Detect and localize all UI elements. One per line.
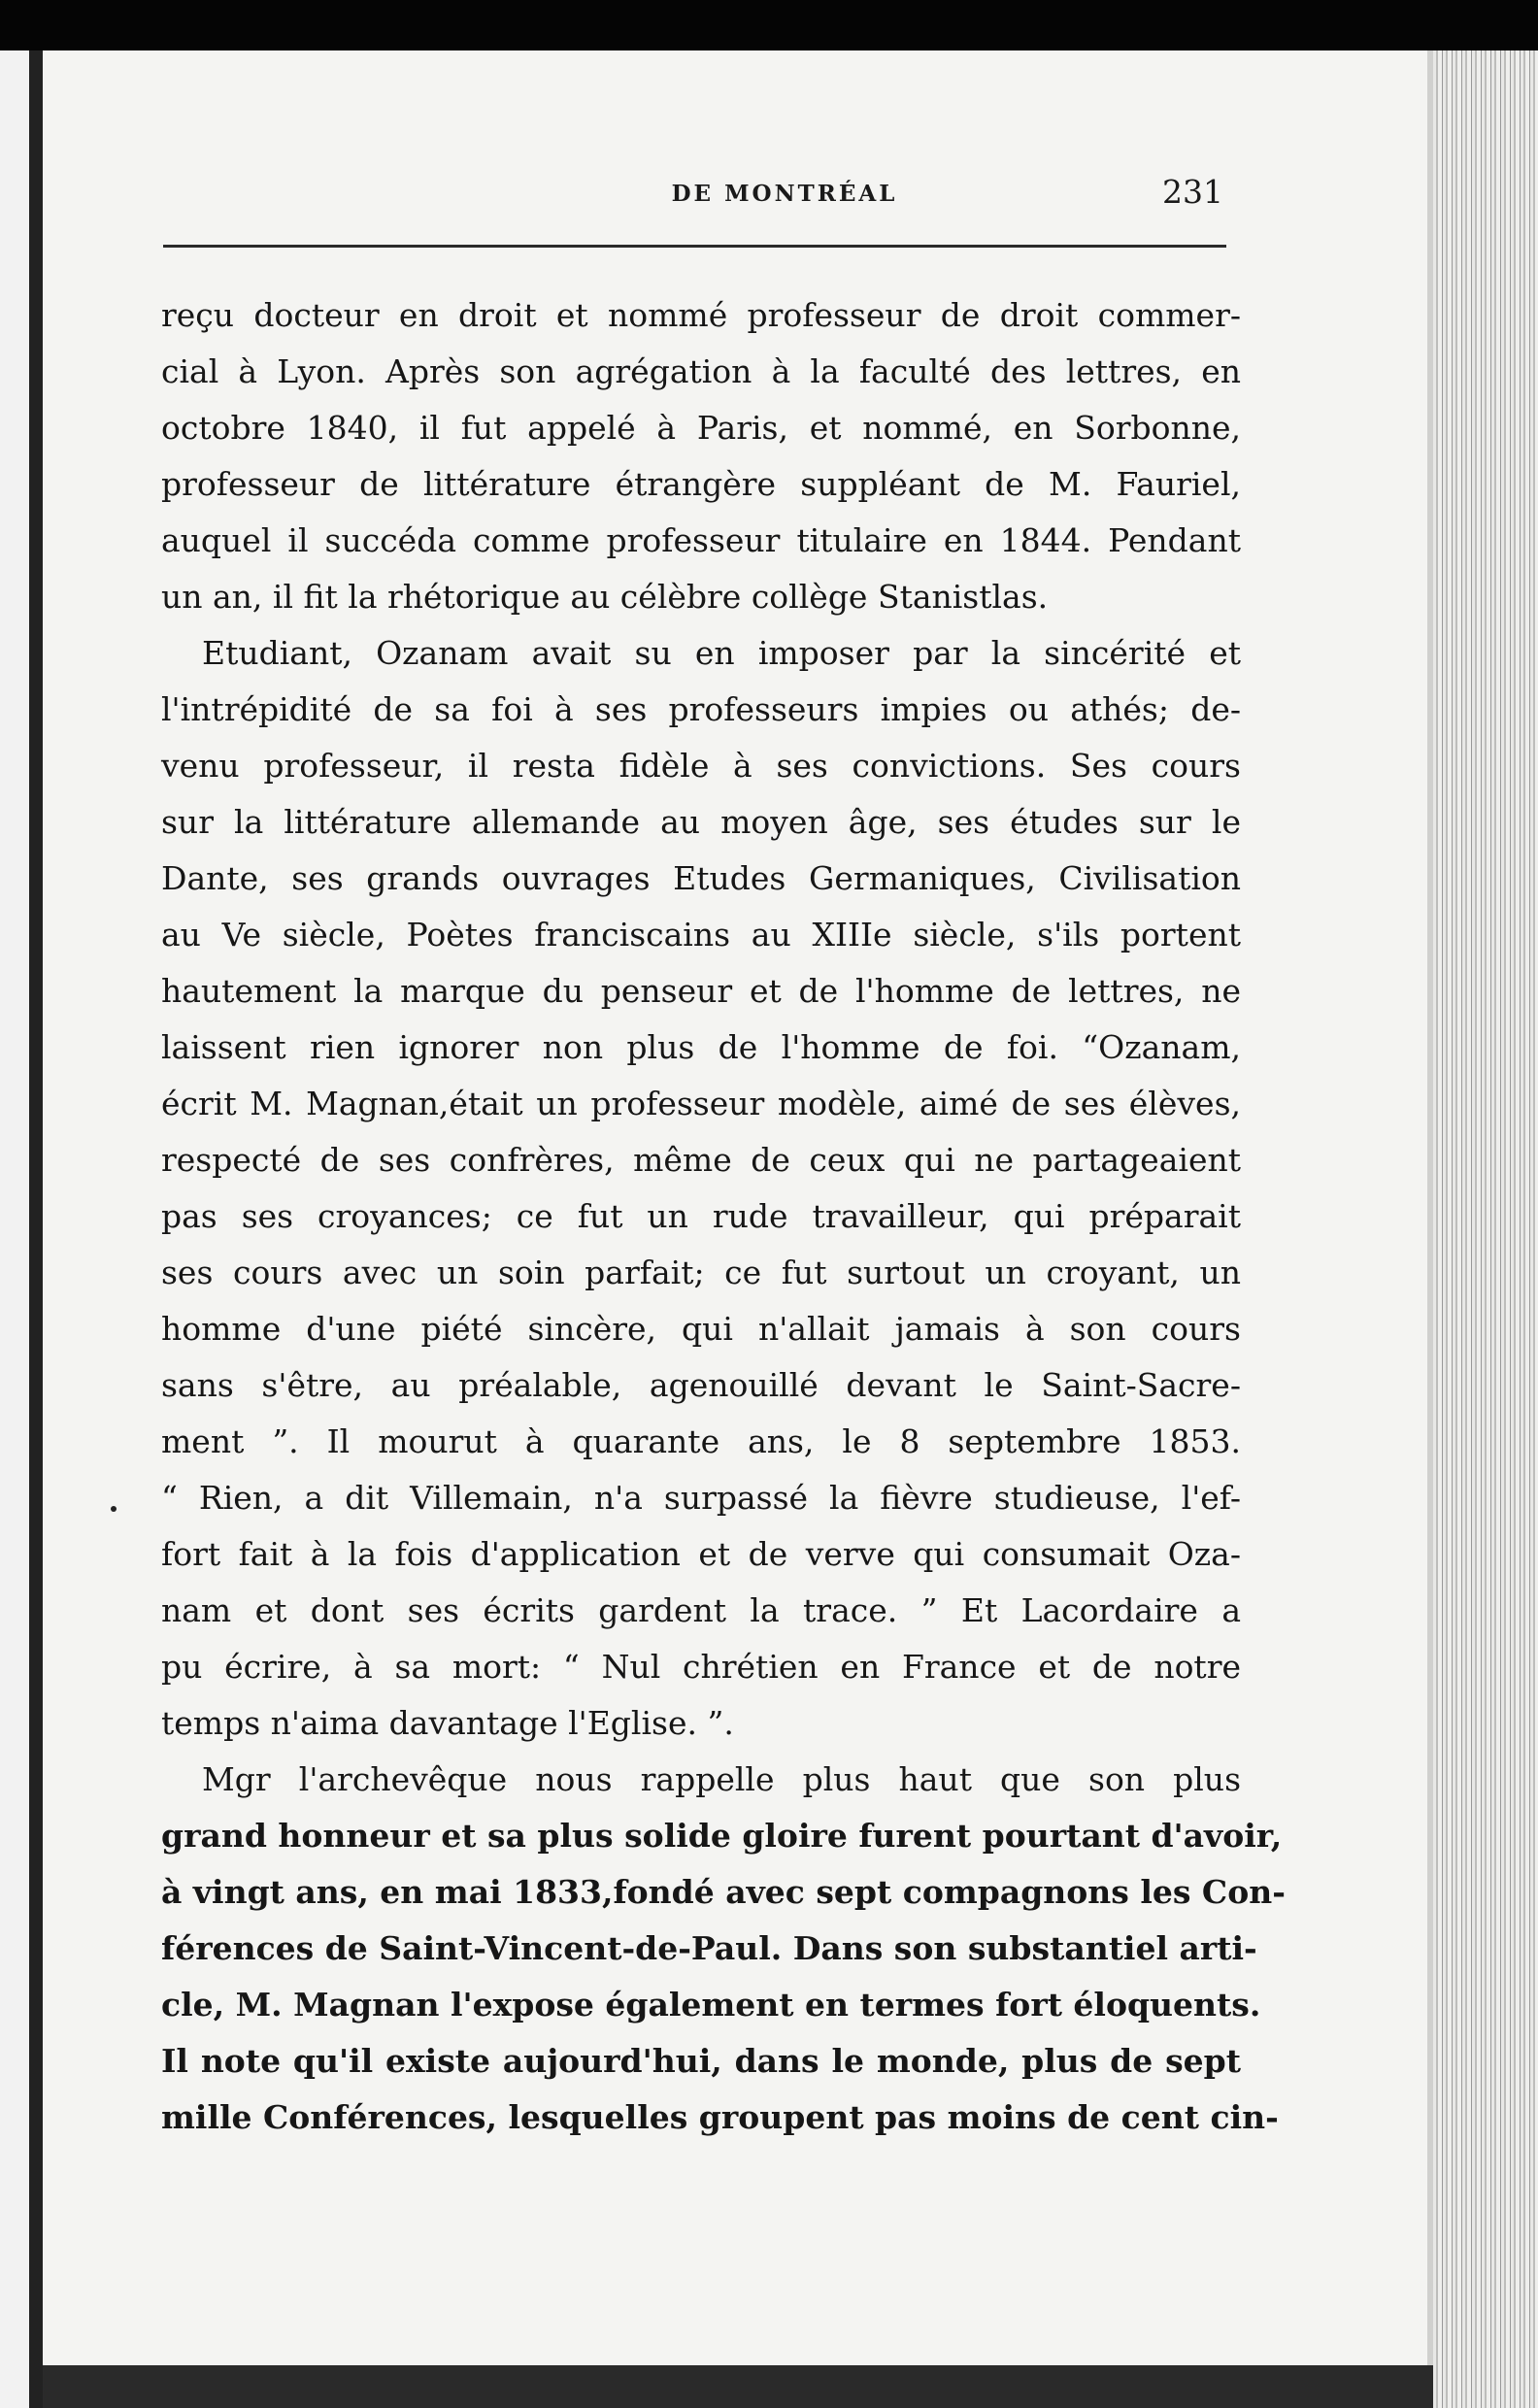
- text-line: Il note qu'il existe aujourd'hui, dans le monde, plus de sept: [161, 2042, 1241, 2080]
- text-line: un an, il fit la rhétorique au célèbre collège Stanistlas.: [161, 578, 1049, 616]
- text-line: sans s'être, au préalable, agenouillé devant le Saint-Sacre-: [161, 1366, 1241, 1404]
- text-line: férences de Saint-Vincent-de-Paul. Dans son substantiel arti-: [161, 1929, 1257, 1967]
- text-line: cle, M. Magnan l'expose également en termes fort éloquents.: [161, 1986, 1261, 2023]
- text-line: grand honneur et sa plus solide gloire furent pourtant d'avoir,: [161, 1817, 1283, 1855]
- text-line: respecté de ses confrères, même de ceux qui ne partageaient: [161, 1141, 1241, 1179]
- text-line: à vingt ans, en mai 1833,fondé avec sept compagnons les Con-: [161, 1873, 1286, 1911]
- text-line: “ Rien, a dit Villemain, n'a surpassé la fièvre studieuse, l'ef-: [161, 1479, 1241, 1517]
- text-line: ment ”. Il mourut à quarante ans, le 8 septembre 1853.: [161, 1422, 1241, 1460]
- text-line: sur la littérature allemande au moyen âge, ses études sur le: [161, 803, 1241, 841]
- text-line: ses cours avec un soin parfait; ce fut surtout un croyant, un: [161, 1254, 1241, 1291]
- text-line: l'intrépidité de sa foi à ses professeurs impies ou athés; de-: [161, 690, 1241, 728]
- text-line: auquel il succéda comme professeur titulaire en 1844. Pendant: [161, 521, 1241, 559]
- text-line: temps n'aima davantage l'Eglise. ”.: [161, 1704, 734, 1742]
- text-line: hautement la marque du penseur et de l'homme de lettres, ne: [161, 972, 1241, 1010]
- scan-border-bottom: [43, 2365, 1433, 2408]
- running-title: DE MONTRÉAL: [671, 181, 898, 207]
- facing-page-edge: [0, 50, 43, 2408]
- text-line: Etudiant, Ozanam avait su en imposer par la sincérité et: [202, 634, 1241, 672]
- text-line: Dante, ses grands ouvrages Etudes Germaniques, Civilisation: [161, 859, 1241, 897]
- text-line: homme d'une piété sincère, qui n'allait jamais à son cours: [161, 1310, 1241, 1348]
- text-line: au Ve siècle, Poètes franciscains au XIIIe siècle, s'ils portent: [161, 916, 1241, 953]
- text-line: mille Conférences, lesquelles groupent pas moins de cent cin-: [161, 2098, 1279, 2136]
- page-number: 231: [1162, 173, 1223, 211]
- running-header: [163, 173, 1223, 219]
- text-line: cial à Lyon. Après son agrégation à la faculté des lettres, en: [161, 352, 1241, 390]
- text-line: pas ses croyances; ce fut un rude travailleur, qui préparait: [161, 1197, 1241, 1235]
- text-line: Mgr l'archevêque nous rappelle plus haut que son plus: [202, 1760, 1241, 1798]
- text-line: pu écrire, à sa mort: “ Nul chrétien en France et de notre: [161, 1648, 1241, 1686]
- text-line: reçu docteur en droit et nommé professeur de droit commer-: [161, 296, 1241, 334]
- header-rule: [163, 245, 1226, 248]
- margin-mark: [111, 1506, 117, 1512]
- text-line: écrit M. Magnan,était un professeur modèle, aimé de ses élèves,: [161, 1085, 1241, 1122]
- text-line: venu professeur, il resta fidèle à ses convictions. Ses cours: [161, 747, 1241, 785]
- text-line: octobre 1840, il fut appelé à Paris, et nommé, en Sorbonne,: [161, 409, 1241, 447]
- text-line: fort fait à la fois d'application et de verve qui consumait Oza-: [161, 1535, 1241, 1573]
- body-text: [161, 287, 1286, 2146]
- text-line: nam et dont ses écrits gardent la trace. ” Et Lacordaire a: [161, 1591, 1241, 1629]
- scan-border-top: [0, 0, 1538, 50]
- text-line: professeur de littérature étrangère suppléant de M. Fauriel,: [161, 465, 1241, 503]
- page-stack-edge: [1433, 50, 1538, 2408]
- text-line: laissent rien ignorer non plus de l'homme de foi. “Ozanam,: [161, 1028, 1241, 1066]
